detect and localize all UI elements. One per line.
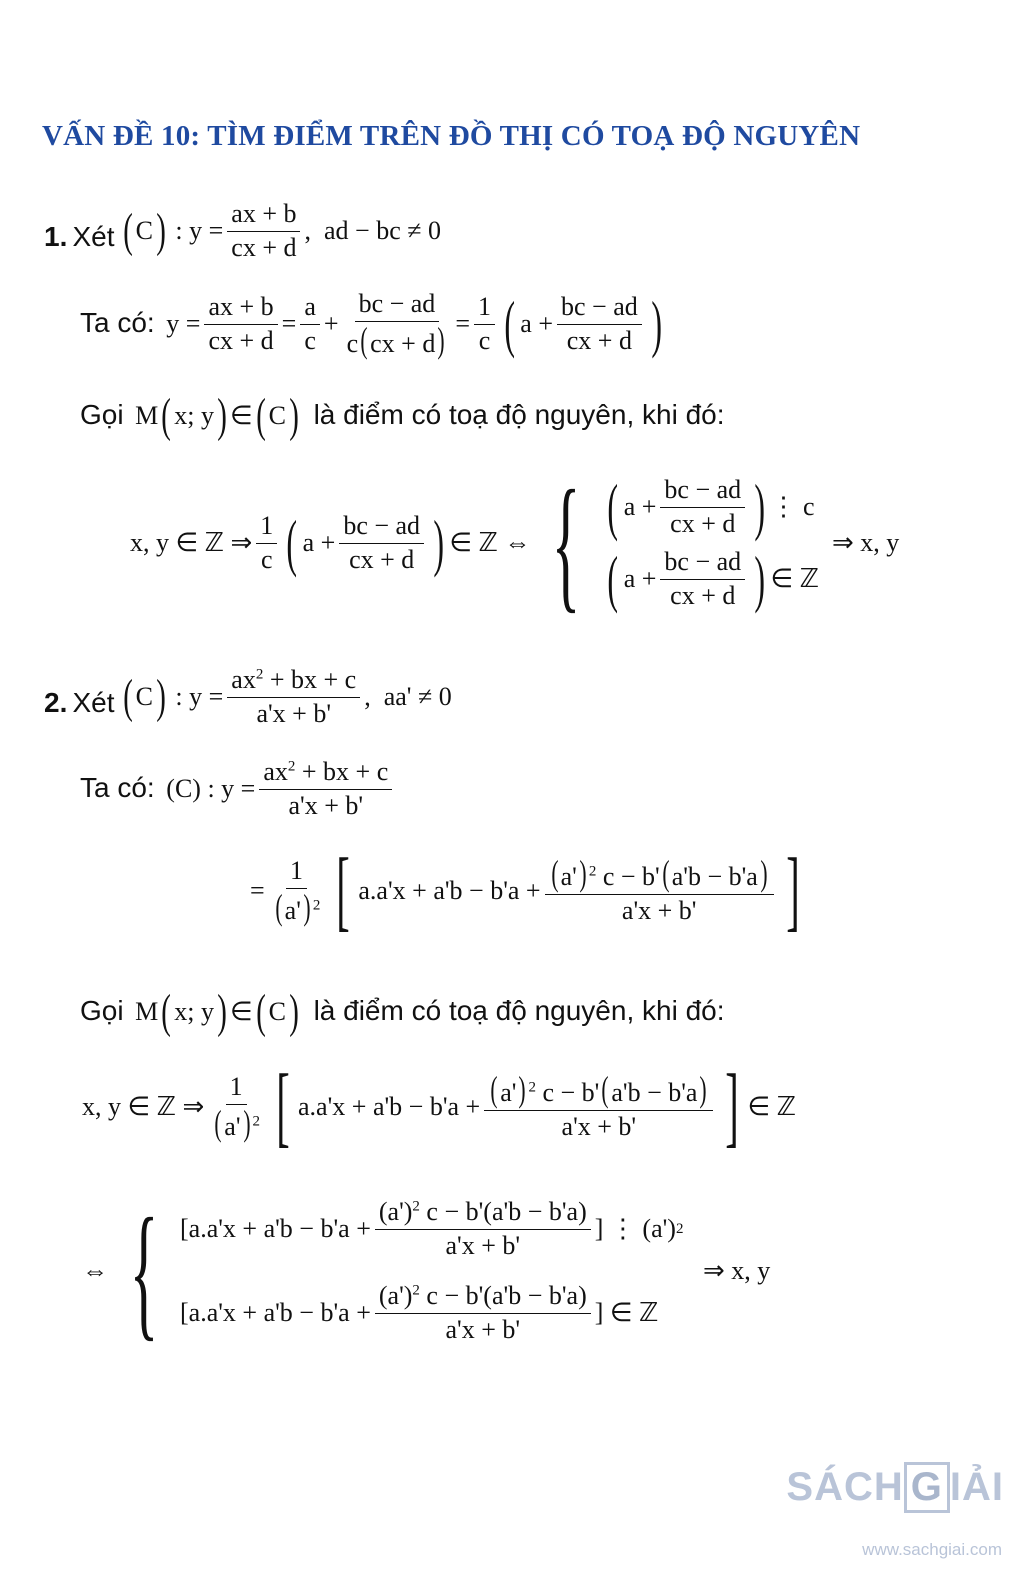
section2-point: M ( x; y ) ∈ ( C ) xyxy=(128,985,299,1038)
section1-goi-line xyxy=(80,389,725,442)
section2-goi: Gọi xyxy=(80,995,124,1026)
logo-text-left: SÁCH xyxy=(786,1465,904,1509)
logo-text-right: IẢI xyxy=(949,1465,1004,1509)
section1-function-def: ( C ) : y = $\frac{ax + b}{cx + d}$ , ad − bc ≠ 0 xyxy=(122,199,441,262)
sachgiai-logo xyxy=(786,1462,1004,1513)
section2-rewrite-formula: = $\frac{1}{(a') ^2}$ [ a.a'x + a'b − b'a + $\frac{(a') ^2 c - b'(a'b - b'a)}{a'x + b'}$ ] xyxy=(250,841,800,940)
logo-text-mid: G xyxy=(904,1462,950,1513)
section2-ta-co: Ta có: xyxy=(80,772,155,803)
section1-rewrite xyxy=(80,288,667,360)
section2-goi-line xyxy=(80,985,725,1038)
section2-system: ⇔ { [a.a'x + a'b − b'a + $\frac{(a')^2 c - b'(a'b - b'a)}{a'x + b'}$ ] ⋮ (a') 2 [a.a'x + a'b − b'a + $\frac{(a')^2 c - b'(a'b - b'a)}{a'x + b'}$ ] ∈ ℤ ⇒ x, y xyxy=(82,1188,771,1354)
page-title: VẤN ĐỀ 10: TÌM ĐIỂM TRÊN ĐỒ THỊ CÓ TOẠ ĐỘ NGUYÊN xyxy=(42,120,861,152)
section1-xet: Xét xyxy=(72,221,115,252)
section2-rewrite: Ta có: (C) : y = $\frac{ax^2 + bx + c}{a'x + b'}$ xyxy=(80,756,396,822)
section2-number: 2. xyxy=(44,687,68,718)
section2-la-diem: là điểm có toạ độ nguyên, khi đó: xyxy=(313,995,725,1026)
section2-xet: Xét xyxy=(72,687,115,718)
section2-condition: x, y ∈ ℤ ⇒ $\frac{1}{(a') ^2}$ [ a.a'x + a'b − b'a + $\frac{(a') ^2 c - b'(a'b - b'a)}{a'x + b'}$ ] ∈ ℤ xyxy=(82,1057,796,1156)
section2-function-def: ( C ) : y = $\frac{ax^2 + bx + c}{a'x + b'}$ , aa' ≠ 0 xyxy=(122,665,452,728)
section1-point: M ( x; y ) ∈ ( C ) xyxy=(128,389,299,442)
section1-ta-co: Ta có: xyxy=(80,307,155,338)
section2-intro xyxy=(44,664,452,730)
section1-number: 1. xyxy=(44,221,68,252)
section1-la-diem: là điểm có toạ độ nguyên, khi đó: xyxy=(313,399,725,430)
section1-intro xyxy=(44,198,441,264)
section1-rewrite-formula: y = $\frac{ax + b}{cx + d}$ = $\frac{a}{c}$ + $\frac{bc - ad}{c(cx + d)}$ = $\frac{1}{c}$ ( a + $\frac{bc - ad}{cx + d}$ ) xyxy=(159,288,662,360)
site-url: www.sachgiai.com xyxy=(862,1540,1002,1559)
section1-system: x, y ∈ ℤ ⇒ $\frac{1}{c}$ ( a + $\frac{bc - ad}{cx + d}$ ) ∈ ℤ ⇔ { ( a + $\frac{bc - ad}{cx + d}$ ) ⋮ c ( a + $\frac{bc - ad}{cx + d}$ ) ∈ ℤ ⇒ x, y xyxy=(130,460,900,626)
section1-goi: Gọi xyxy=(80,399,124,430)
